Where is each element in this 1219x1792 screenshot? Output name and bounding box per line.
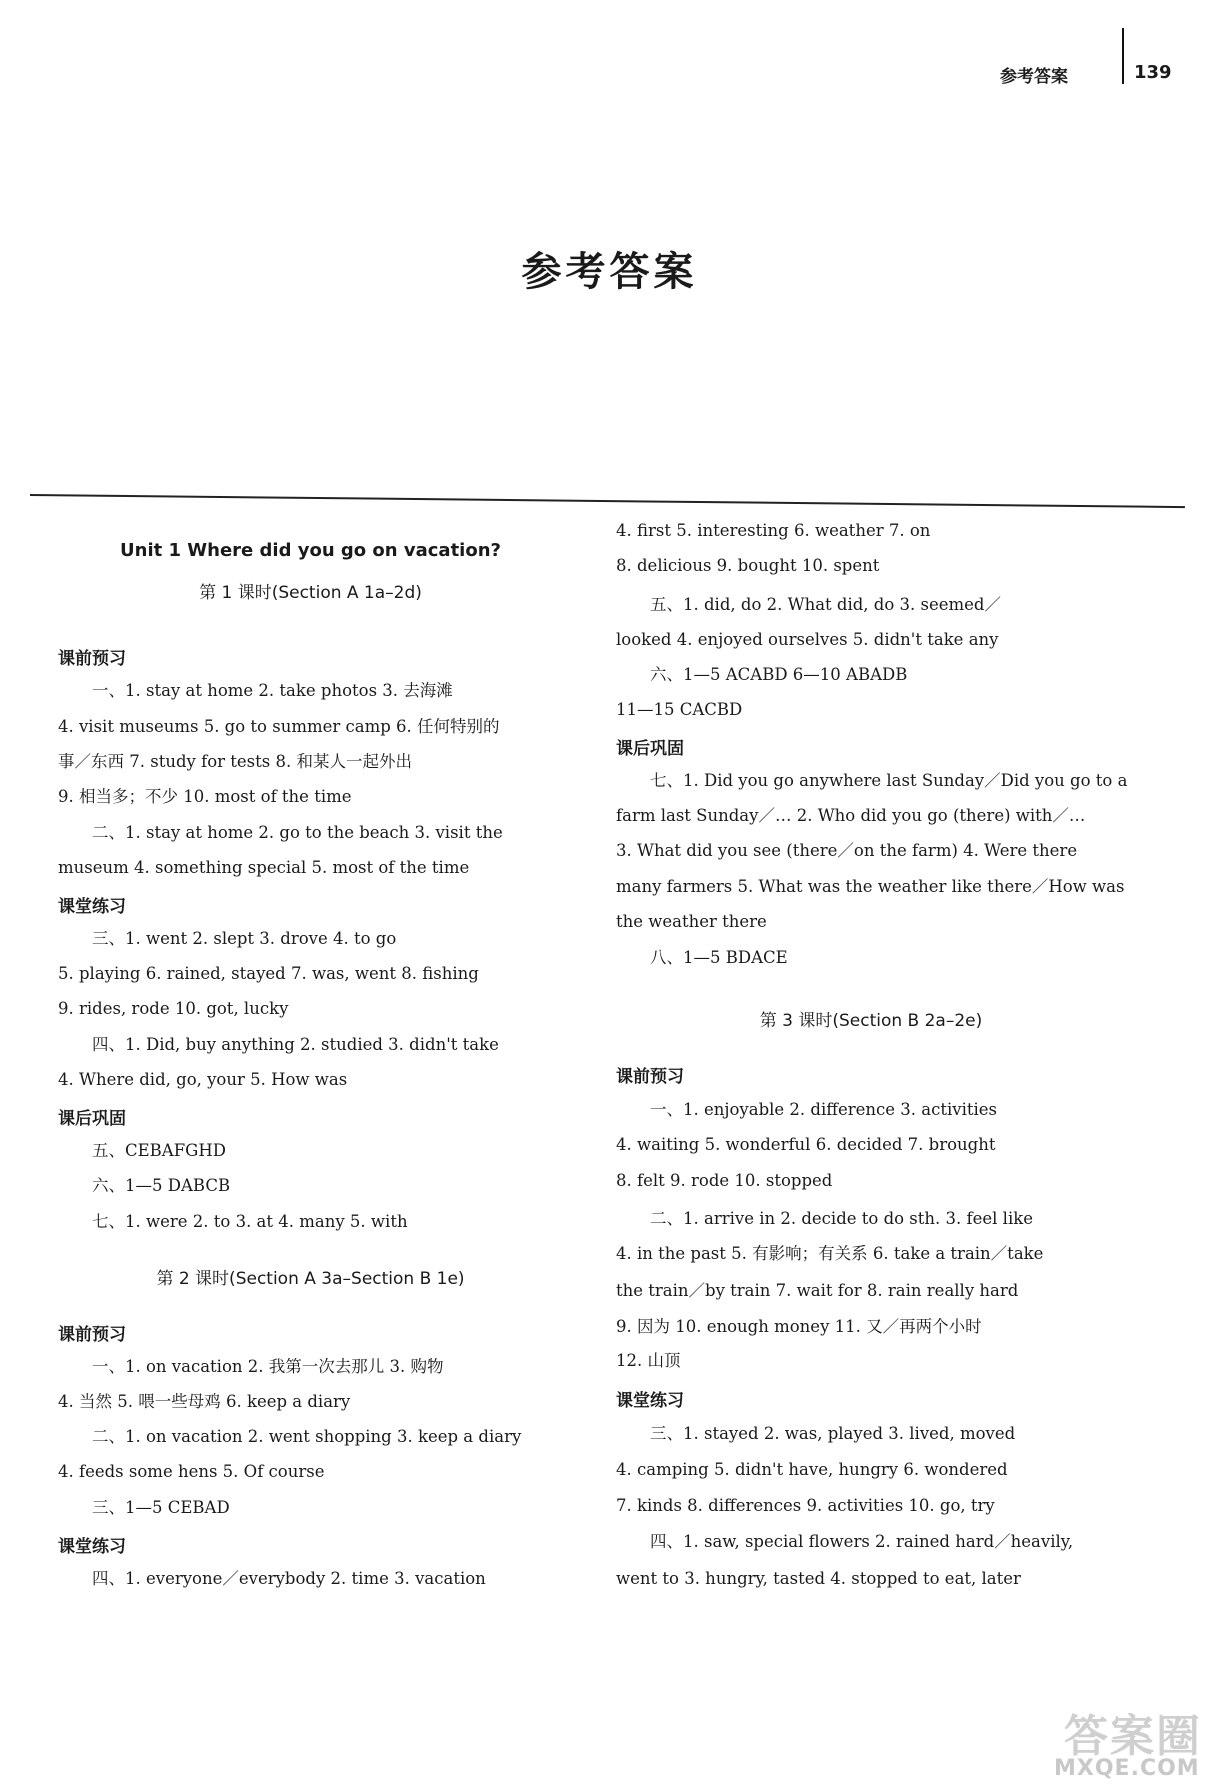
section-heading: 课前预习 <box>616 1067 684 1087</box>
answer-line: 二、1. on vacation 2. went shopping 3. keep a diary <box>92 1427 522 1446</box>
lesson-title: 第 1 课时(Section A 1a–2d) <box>199 583 422 603</box>
answer-line: 4. waiting 5. wonderful 6. decided 7. brought <box>616 1135 996 1154</box>
watermark-url: MXQE.COM <box>1054 1756 1200 1781</box>
answer-line: 4. camping 5. didn't have, hungry 6. wondered <box>616 1460 1008 1479</box>
watermark-text: 答案圈 <box>1064 1711 1202 1762</box>
section-heading: 课堂练习 <box>58 1537 126 1557</box>
answer-line: 三、1. stayed 2. was, played 3. lived, moved <box>650 1424 1016 1443</box>
lesson-title: 第 3 课时(Section B 2a–2e) <box>759 1011 983 1031</box>
answer-line: the weather there <box>616 912 767 931</box>
section-heading: 课堂练习 <box>616 1391 684 1411</box>
answer-line: 8. felt 9. rode 10. stopped <box>616 1171 833 1190</box>
answer-line: went to 3. hungry, tasted 4. stopped to eat, later <box>616 1569 1021 1588</box>
answer-line: 一、1. on vacation 2. 我第一次去那儿 3. 购物 <box>92 1357 444 1376</box>
answer-line: farm last Sunday／… 2. Who did you go (there) with／… <box>616 806 1086 825</box>
section-heading: 课堂练习 <box>58 897 126 917</box>
section-divider <box>30 494 1185 508</box>
answer-line: 四、1. everyone／everybody 2. time 3. vacation <box>92 1569 486 1588</box>
answer-line: 3. What did you see (there／on the farm) 4. Were there <box>616 841 1078 860</box>
answer-line: 4. in the past 5. 有影响；有关系 6. take a train／take <box>616 1244 1044 1263</box>
unit-title: Unit 1 Where did you go on vacation? <box>120 540 501 561</box>
answer-line: 三、1—5 CEBAD <box>92 1498 230 1517</box>
section-heading: 课后巩固 <box>616 739 684 759</box>
page-number: 139 <box>1134 62 1172 83</box>
answer-line: 二、1. stay at home 2. go to the beach 3. visit the <box>92 823 503 842</box>
answer-line: 一、1. enjoyable 2. difference 3. activities <box>650 1100 997 1119</box>
answer-line: 三、1. went 2. slept 3. drove 4. to go <box>92 929 397 948</box>
answer-line: 七、1. were 2. to 3. at 4. many 5. with <box>92 1212 408 1231</box>
answer-line: 五、CEBAFGHD <box>92 1141 226 1160</box>
answer-line: 六、1—5 DABCB <box>92 1176 231 1195</box>
answer-line: 9. 相当多；不少 10. most of the time <box>58 787 352 806</box>
answer-line: 四、1. Did, buy anything 2. studied 3. didn't take <box>92 1035 499 1054</box>
answer-line: 二、1. arrive in 2. decide to do sth. 3. feel like <box>650 1209 1033 1228</box>
section-heading: 课后巩固 <box>58 1109 126 1129</box>
answer-line: the train／by train 7. wait for 8. rain really hard <box>616 1281 1019 1300</box>
answer-line: 9. 因为 10. enough money 11. 又／再两个小时 <box>616 1317 982 1336</box>
answer-line: 四、1. saw, special flowers 2. rained hard／heavily, <box>650 1532 1074 1551</box>
page-header-label: 参考答案 <box>1000 67 1068 87</box>
answer-line: 11—15 CACBD <box>616 700 743 719</box>
answer-line: 8. delicious 9. bought 10. spent <box>616 556 880 575</box>
answer-line: 4. 当然 5. 喂一些母鸡 6. keep a diary <box>58 1392 351 1411</box>
answer-line: 12. 山顶 <box>616 1351 681 1370</box>
section-heading: 课前预习 <box>58 649 126 669</box>
answer-line: 七、1. Did you go anywhere last Sunday／Did you go to a <box>650 771 1128 790</box>
answer-line: 4. Where did, go, your 5. How was <box>58 1070 348 1089</box>
answer-line: looked 4. enjoyed ourselves 5. didn't take any <box>616 630 999 649</box>
watermark-logo <box>1050 1700 1210 1784</box>
answer-line: 9. rides, rode 10. got, lucky <box>58 999 289 1018</box>
answer-line: museum 4. something special 5. most of the time <box>58 858 470 877</box>
answer-line: 4. visit museums 5. go to summer camp 6. 任何特别的 <box>58 717 500 736</box>
answer-line: 一、1. stay at home 2. take photos 3. 去海滩 <box>92 681 453 700</box>
page-title: 参考答案 <box>521 249 698 295</box>
answer-line: 八、1—5 BDACE <box>650 948 788 967</box>
answer-line: 4. first 5. interesting 6. weather 7. on <box>616 521 931 540</box>
section-heading: 课前预习 <box>58 1325 126 1345</box>
answer-line: many farmers 5. What was the weather like there／How was <box>616 877 1125 896</box>
answer-line: 事／东西 7. study for tests 8. 和某人一起外出 <box>58 752 412 771</box>
answer-line: 5. playing 6. rained, stayed 7. was, went 8. fishing <box>58 964 479 983</box>
answer-line: 六、1—5 ACABD 6—10 ABADB <box>650 665 908 684</box>
answer-line: 4. feeds some hens 5. Of course <box>58 1462 325 1481</box>
header-divider <box>1122 28 1124 84</box>
answer-line: 7. kinds 8. differences 9. activities 10. go, try <box>616 1496 995 1515</box>
answer-line: 五、1. did, do 2. What did, do 3. seemed／ <box>650 595 1001 614</box>
lesson-title: 第 2 课时(Section A 3a–Section B 1e) <box>156 1269 465 1289</box>
